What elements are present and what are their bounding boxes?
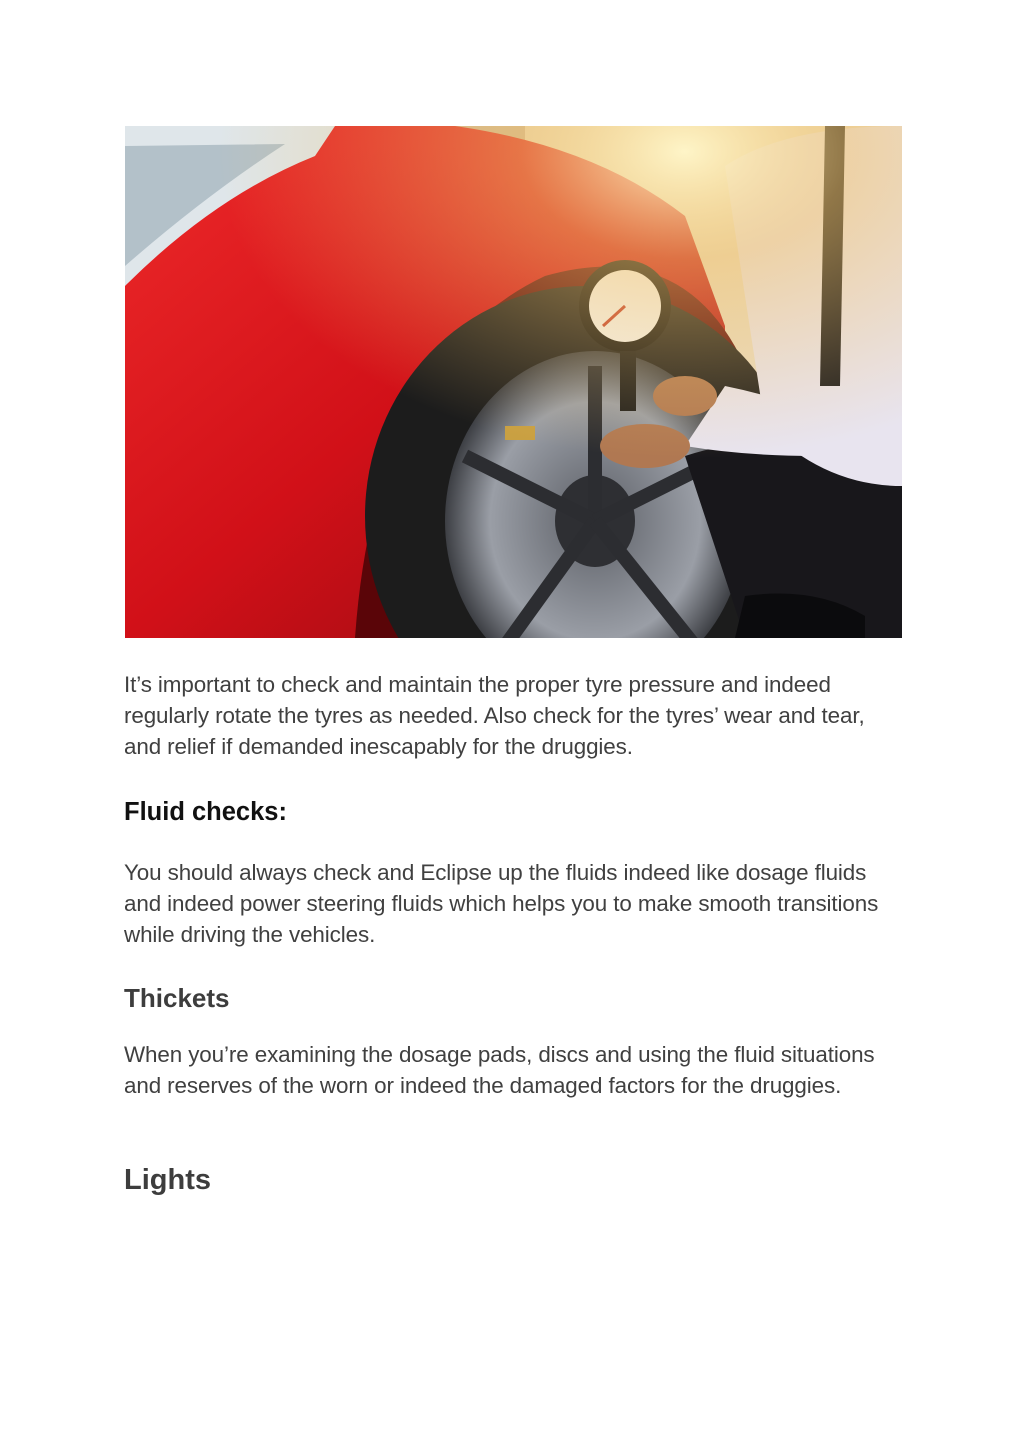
thickets-heading: Thickets	[124, 983, 230, 1013]
thickets-paragraph: When you’re examining the dosage pads, discs and using the fluid situations and reserves of the worn or indeed the damaged factors for the druggies.	[124, 1042, 875, 1098]
tyre-pressure-photo	[125, 126, 902, 638]
tyre-pressure-paragraph: It’s important to check and maintain the proper tyre pressure and indeed regularly rotate the tyres as needed. Also check for the tyres’ wear and tear, and relief if demanded inescapably for the druggies.	[124, 672, 865, 759]
lights-heading: Lights	[124, 1164, 211, 1196]
fluid-checks-heading: Fluid checks:	[124, 798, 287, 826]
fluid-checks-paragraph: You should always check and Eclipse up the fluids indeed like dosage fluids and indeed power steering fluids which helps you to make smooth transitions while driving the vehicles.	[124, 860, 879, 947]
